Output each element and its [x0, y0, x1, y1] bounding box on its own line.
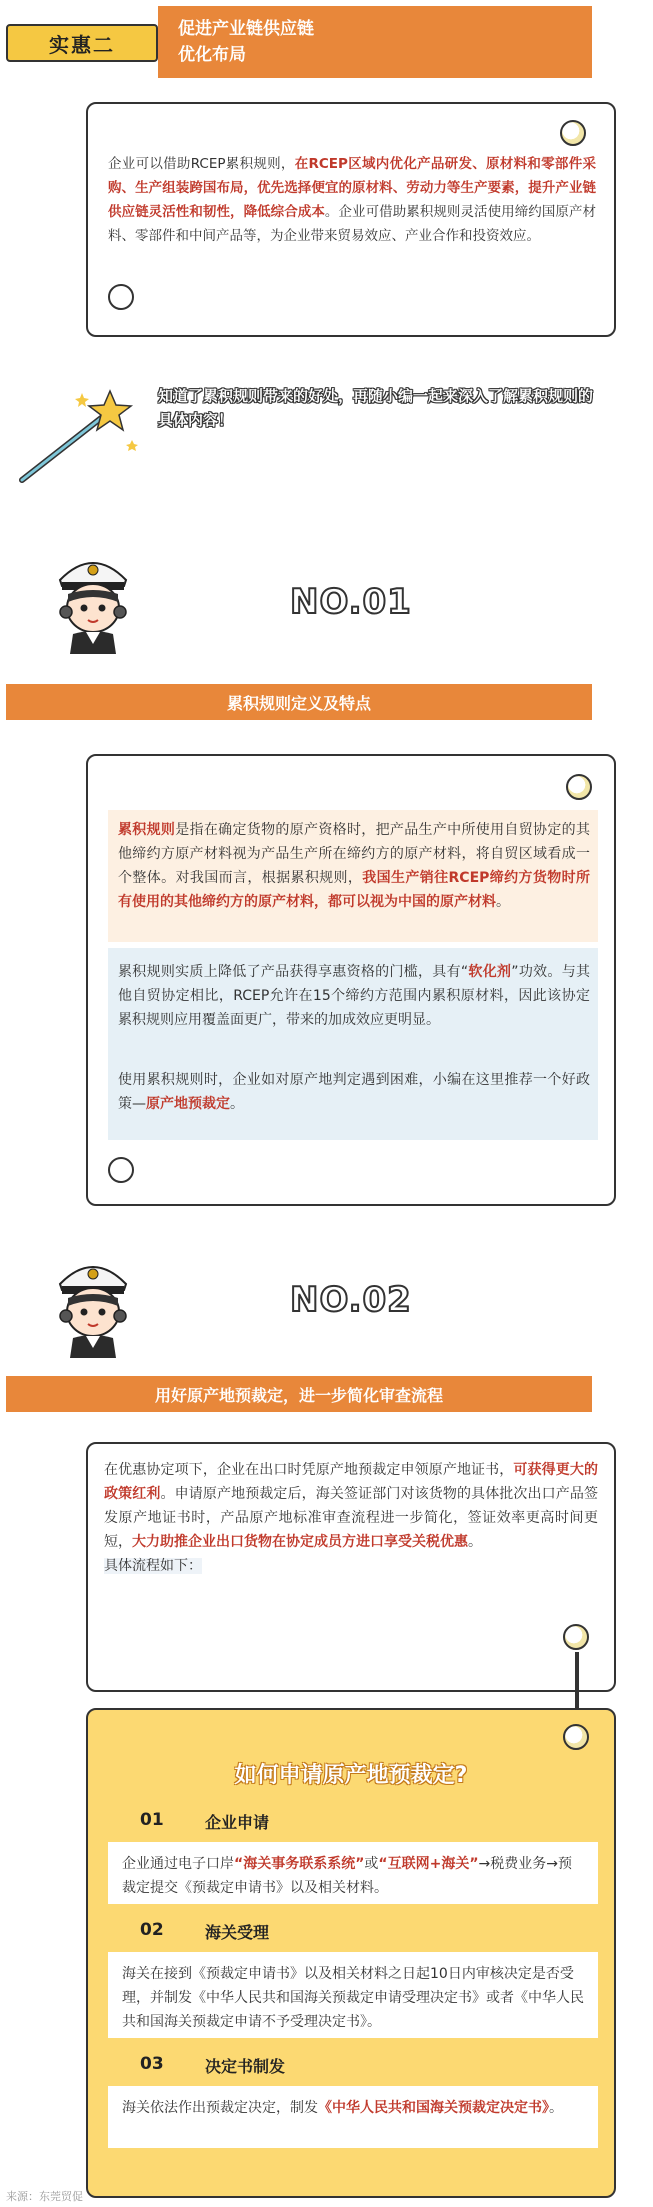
section1-number: NO.01	[290, 582, 412, 622]
section2-number: NO.02	[290, 1280, 412, 1320]
step1-number: 01	[140, 1810, 164, 1830]
step2-box: 海关在接到《预裁定申请书》以及相关材料之日起10日内审核决定是否受理，并制发《中华人民共和国海关预裁定申请受理决定书》或者《中华人民共和国海关预裁定申请不予受理决定书》。	[108, 1952, 598, 2038]
header-tag: 实惠二	[6, 24, 158, 62]
flow-title: 如何申请原产地预裁定?	[234, 1763, 468, 1788]
decor-circle-icon	[560, 120, 586, 146]
step3-number: 03	[140, 2054, 164, 2074]
section1-bar: 累积规则定义及特点	[6, 684, 592, 720]
decor-circle-icon	[108, 284, 134, 310]
section2-bar: 用好原产地预裁定，进一步简化审查流程	[6, 1376, 592, 1412]
step1-title: 企业申请	[205, 1813, 270, 1832]
intro-paragraph: 企业可以借助RCEP累积规则，在RCEP区域内优化产品研发、原材料和零部件采购、生产组装跨国布局，优先选择便宜的原材料、劳动力等生产要素，提升产业链供应链灵活性和韧性，降低综合成本。企业可借助累积规则灵活使用缔约国原产材料、零部件和中间产品等，为企业带来贸易效应、产业合作和投资效应。	[108, 156, 597, 244]
magic-wand-icon	[10, 385, 140, 490]
source-credit: 来源：东莞贸促	[6, 2190, 83, 2203]
decor-circle-icon	[563, 1724, 589, 1750]
step1-box: 企业通过电子口岸“海关事务联系系统”或“互联网+海关”→税费业务→预裁定提交《预裁定申请书》以及相关材料。	[108, 1842, 598, 1904]
decor-circle-icon	[108, 1157, 134, 1183]
recommend-paragraph: 使用累积规则时，企业如对原产地判定遇到困难，小编在这里推荐一个好政策—原产地预裁定。	[118, 1072, 590, 1112]
feature-paragraph: 累积规则实质上降低了产品获得享惠资格的门槛，具有“软化剂”功效。与其他自贸协定相比，RCEP允许在15个缔约方范围内累积原材料，因此该协定累积规则应用覆盖面更广，带来的加成效应更明显。	[118, 964, 590, 1028]
header-banner	[158, 6, 592, 78]
customs-officer-avatar	[48, 546, 138, 656]
definition-paragraph: 累积规则是指在确定货物的原产资格时，把产品生产中所使用自贸协定的其他缔约方原产材料视为产品生产所在缔约方的原产材料，将自贸区域看成一个整体。对我国而言，根据累积规则，我国生产销往RCEP缔约方货物时所有使用的其他缔约方的原产材料，都可以视为中国的原产材料。	[118, 822, 590, 910]
step3-title: 决定书制发	[205, 2057, 286, 2076]
header-title-line1: 促进产业链供应链	[178, 19, 314, 39]
header-title-line2: 优化布局	[178, 45, 246, 65]
customs-officer-avatar	[48, 1250, 138, 1360]
transition-text: 知道了累积规则带来的好处，再随小编一起来深入了解累积规则的具体内容！	[158, 387, 594, 429]
step3-box: 海关依法作出预裁定决定，制发《中华人民共和国海关预裁定决定书》。	[108, 2086, 598, 2148]
step2-number: 02	[140, 1920, 164, 1940]
decor-circle-icon	[563, 1624, 589, 1650]
decor-circle-icon	[566, 774, 592, 800]
section2-paragraph: 在优惠协定项下，企业在出口时凭原产地预裁定申领原产地证书，可获得更大的政策红利。申请原产地预裁定后，海关签证部门对该货物的具体批次出口产品签发原产地证书时，产品原产地标准审查流程进一步简化，签证效率更高时间更短，大力助推企业出口货物在协定成员方进口享受关税优惠。 具体流程如下：	[104, 1462, 599, 1574]
step2-title: 海关受理	[205, 1923, 270, 1942]
